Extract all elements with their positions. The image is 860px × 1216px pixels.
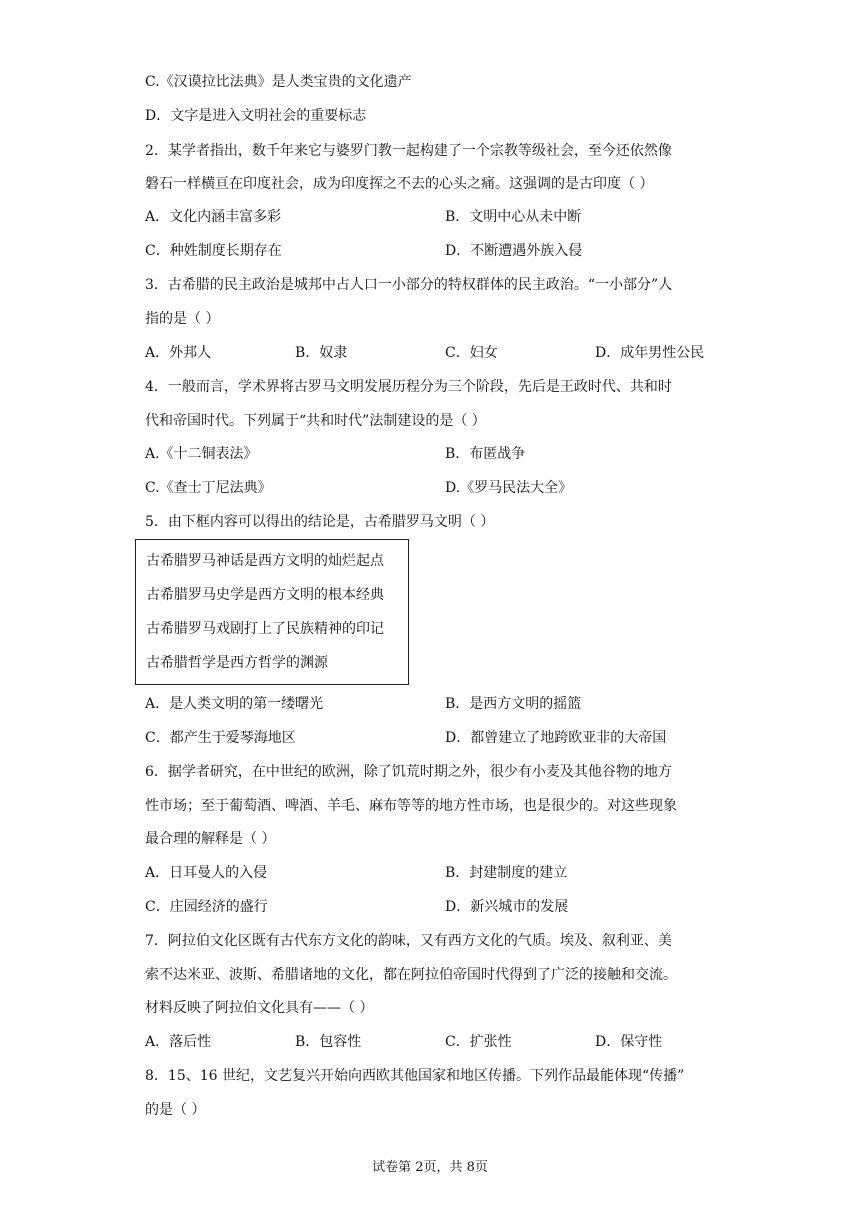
q5-option-d[interactable]: D．都曾建立了地跨欧亚非的大帝国 [445, 730, 667, 746]
question-8-line-1: 8．15、16 世纪，文艺复兴开始向西欧其他国家和地区传播。下列作品最能体现“传播” [145, 1068, 685, 1084]
page-footer: 试卷第 2页，共 8页 [372, 1160, 488, 1175]
q4-option-a[interactable]: A.《十二铜表法》 [145, 446, 258, 462]
question-3-line-2: 指的是（ ） [145, 311, 220, 327]
material-line-4: 古希腊哲学是西方哲学的渊源 [146, 655, 328, 671]
q5-option-c[interactable]: C．都产生于爱琴海地区 [145, 730, 296, 746]
q4-options-row-2 [145, 478, 725, 498]
question-3-line-1: 3．古希腊的民主政治是城邦中占人口一小部分的特权群体的民主政治。“一小部分”人 [145, 277, 673, 293]
q6-option-b[interactable]: B．封建制度的建立 [445, 865, 568, 881]
question-6-line-3: 最合理的解释是（ ） [145, 831, 276, 847]
q2-option-d[interactable]: D．不断遭遇外族入侵 [445, 243, 583, 259]
question-8-line-2: 的是（ ） [145, 1102, 206, 1118]
q2-option-a[interactable]: A．文化内涵丰富多彩 [145, 209, 282, 225]
question-6-line-1: 6．据学者研究，在中世纪的欧洲，除了饥荒时期之外，很少有小麦及其他谷物的地方 [145, 764, 672, 780]
q6-option-c[interactable]: C．庄园经济的盛行 [145, 899, 268, 915]
question-7-line-2: 索不达米亚、波斯、希腊诸地的文化，都在阿拉伯帝国时代得到了广泛的接触和交流。 [145, 967, 677, 983]
q7-option-a[interactable]: A．落后性 [145, 1034, 212, 1050]
q4-option-b[interactable]: B．布匿战争 [445, 446, 526, 462]
q3-option-d[interactable]: D．成年男性公民 [595, 345, 705, 361]
q5-options-row-2 [145, 728, 725, 748]
material-line-1: 古希腊罗马神话是西方文明的灿烂起点 [146, 553, 384, 569]
q3-options-row [145, 343, 725, 363]
question-2-line-2: 磐石一样横亘在印度社会，成为印度挥之不去的心头之痛。这强调的是古印度（ ） [145, 176, 654, 192]
q6-options-row-1 [145, 863, 725, 883]
q7-options-row [145, 1032, 725, 1052]
q5-options-row-1 [145, 694, 725, 714]
q6-option-d[interactable]: D．新兴城市的发展 [445, 899, 569, 915]
q3-option-b[interactable]: B．奴隶 [295, 345, 348, 361]
q7-option-c[interactable]: C．扩张性 [445, 1034, 512, 1050]
q4-option-d[interactable]: D.《罗马民法大全》 [445, 480, 573, 496]
q7-option-b[interactable]: B．包容性 [295, 1034, 362, 1050]
q3-option-c[interactable]: C．妇女 [445, 345, 498, 361]
question-7-line-1: 7．阿拉伯文化区既有古代东方文化的韵味，又有西方文化的气质。埃及、叙利亚、美 [145, 933, 672, 949]
q5-option-b[interactable]: B．是西方文明的摇篮 [445, 696, 582, 712]
question-4-line-1: 4．一般而言，学术界将古罗马文明发展历程分为三个阶段，先后是王政时代、共和时 [145, 379, 672, 395]
q6-options-row-2 [145, 897, 725, 917]
q2-options-row-1 [145, 207, 725, 227]
option-c-q1: C.《汉谟拉比法典》是人类宝贵的文化遗产 [145, 74, 412, 90]
question-7-line-3: 材料反映了阿拉伯文化具有——（ ） [145, 1000, 374, 1016]
material-line-3: 古希腊罗马戏剧打上了民族精神的印记 [146, 621, 384, 637]
q6-option-a[interactable]: A．日耳曼人的入侵 [145, 865, 268, 881]
q2-options-row-2 [145, 241, 725, 261]
q7-option-d[interactable]: D．保守性 [595, 1034, 663, 1050]
question-6-line-2: 性市场；至于葡萄酒、啤酒、羊毛、麻布等等的地方性市场，也是很少的。对这些现象 [145, 798, 677, 814]
q2-option-c[interactable]: C．种姓制度长期存在 [145, 243, 282, 259]
question-2-line-1: 2．某学者指出，数千年来它与婆罗门教一起构建了一个宗教等级社会，至今还依然像 [145, 143, 672, 159]
material-line-2: 古希腊罗马史学是西方文明的根本经典 [146, 587, 384, 603]
q4-option-c[interactable]: C.《查士丁尼法典》 [145, 480, 272, 496]
q2-option-b[interactable]: B．文明中心从未中断 [445, 209, 582, 225]
question-5-stem: 5．由下框内容可以得出的结论是，古希腊罗马文明（ ） [145, 514, 495, 530]
question-4-line-2: 代和帝国时代。下列属于“共和时代”法制建设的是（ ） [145, 413, 486, 429]
q4-options-row-1 [145, 444, 725, 464]
q5-option-a[interactable]: A．是人类文明的第一缕曙光 [145, 696, 324, 712]
q3-option-a[interactable]: A．外邦人 [145, 345, 212, 361]
material-box [135, 539, 409, 685]
option-d-q1: D．文字是进入文明社会的重要标志 [145, 108, 367, 124]
